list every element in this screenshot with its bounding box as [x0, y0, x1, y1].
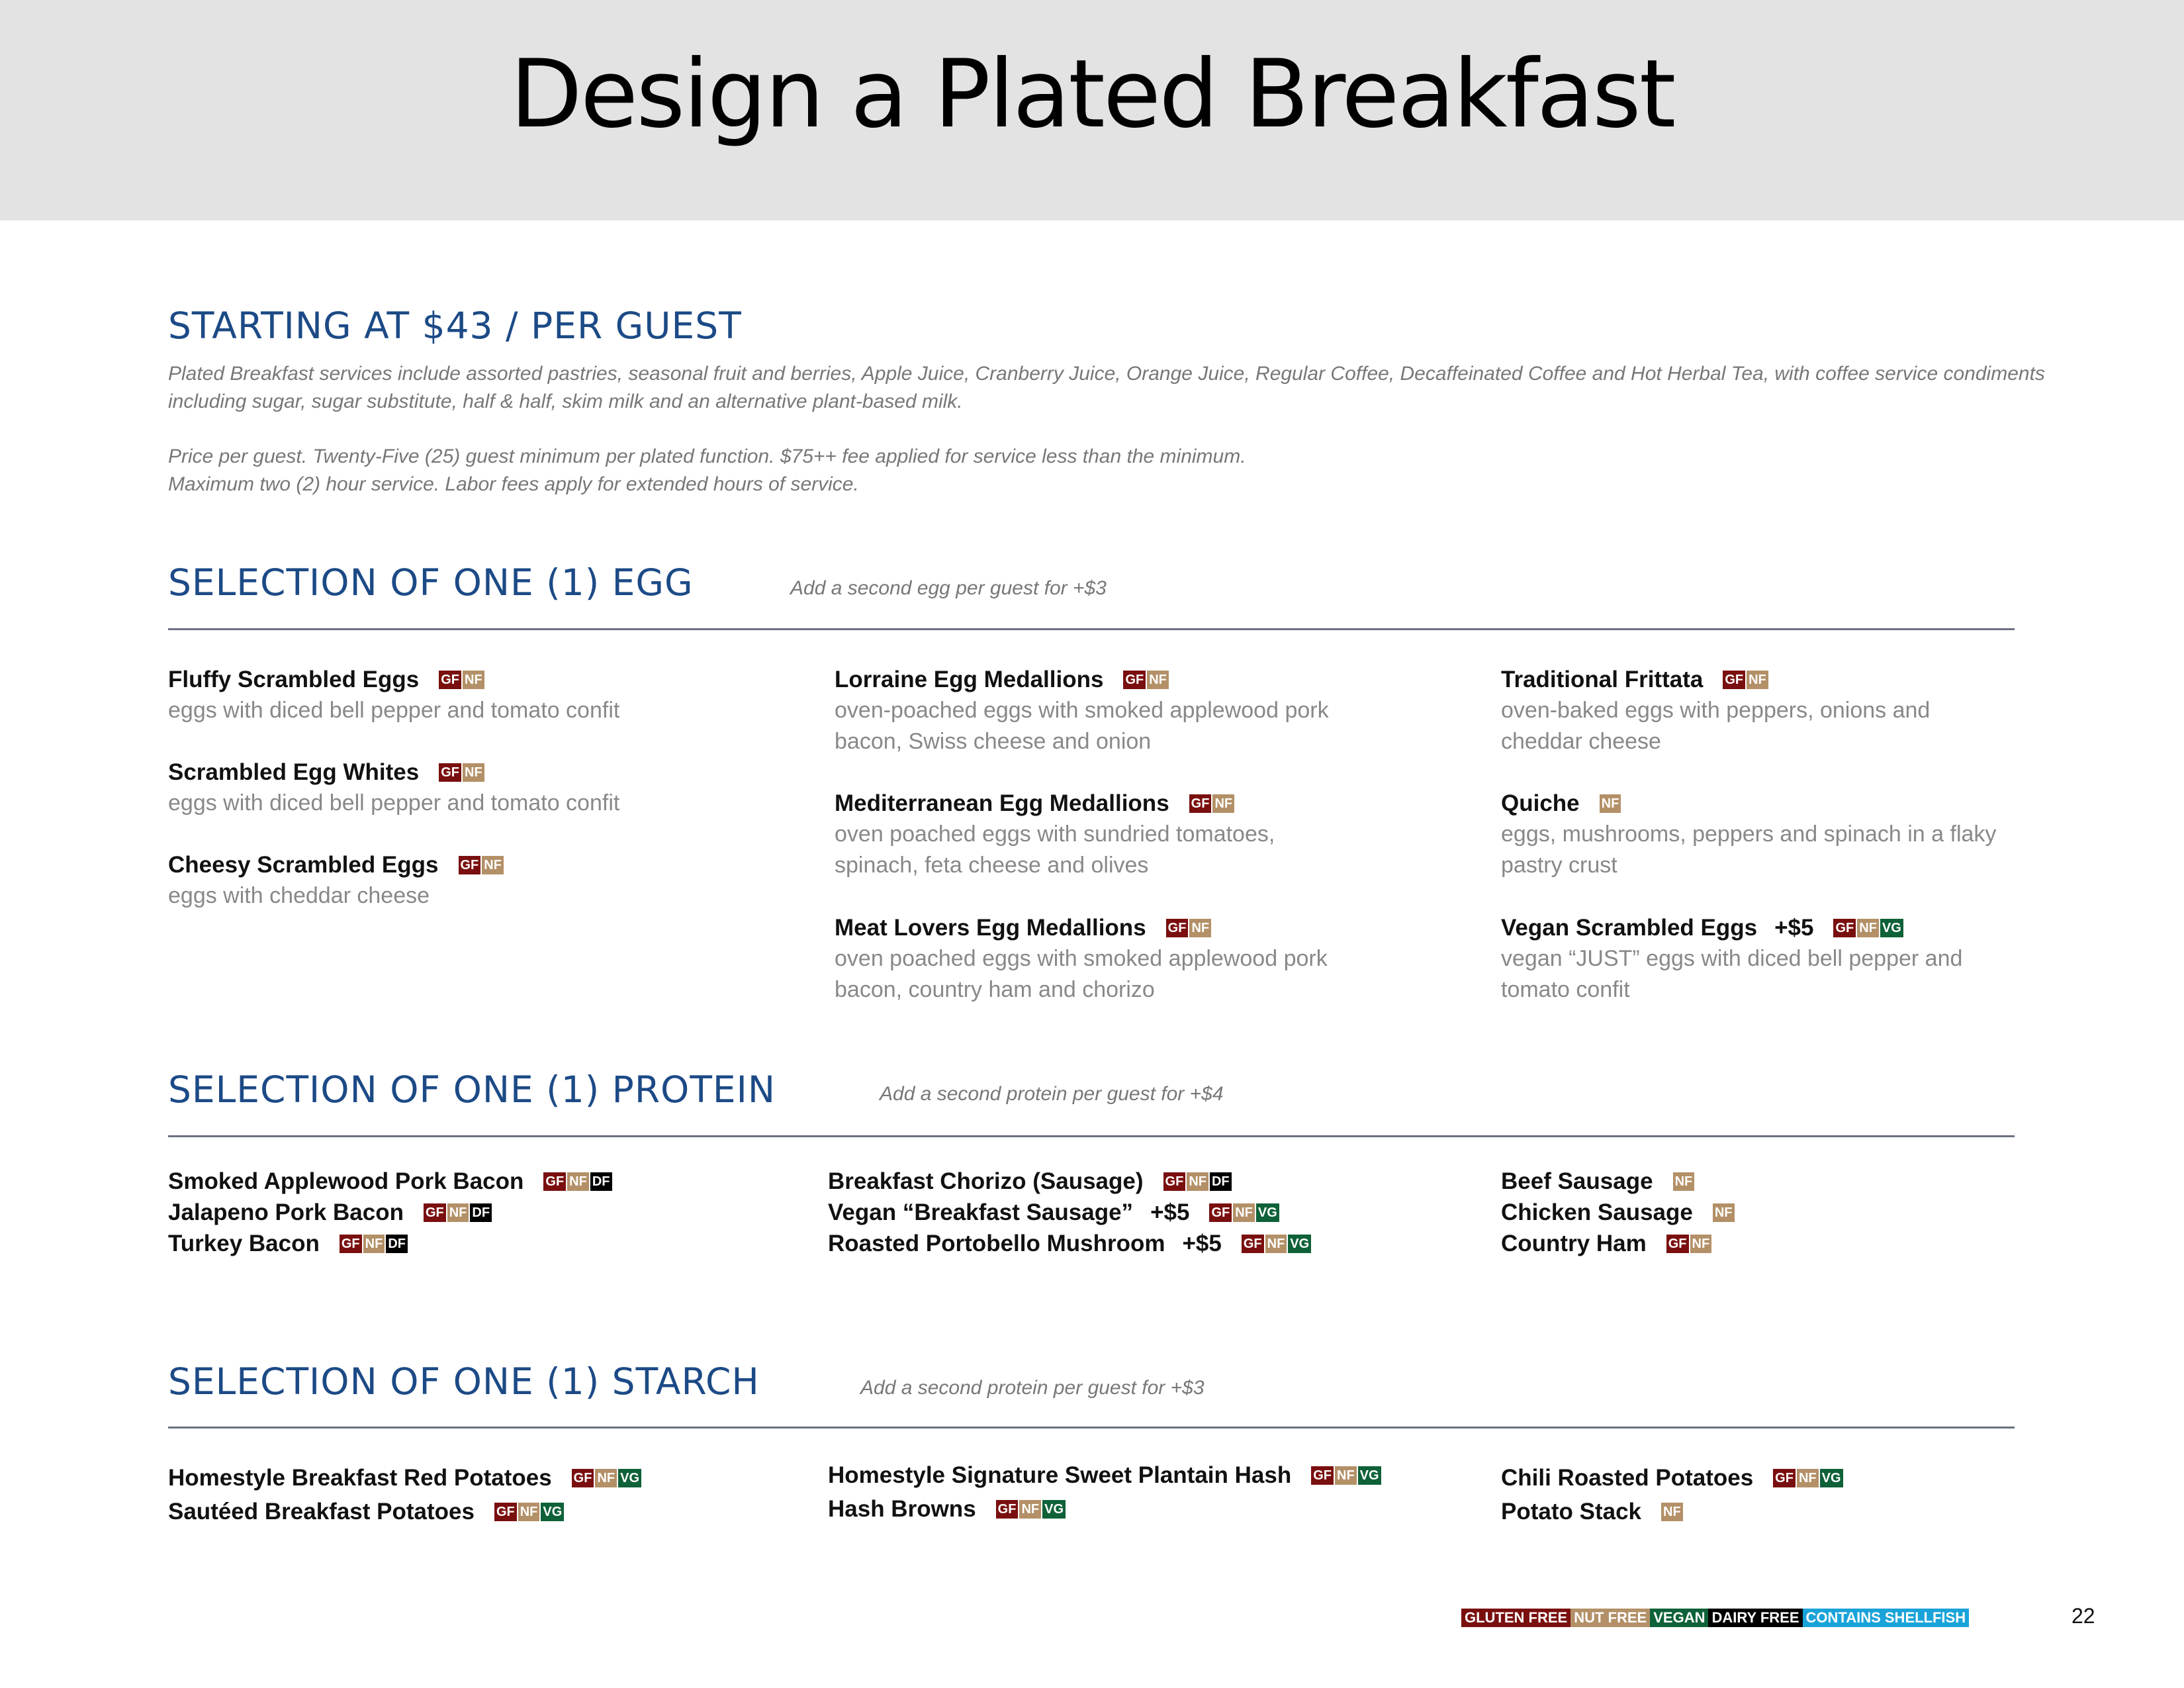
tag-vg: VG — [1288, 1235, 1311, 1253]
item-description: eggs, mushrooms, peppers and spinach in a flaky pastry crust — [1501, 821, 1997, 878]
tag-nf: NF — [1690, 1235, 1712, 1253]
item-description: oven-baked eggs with peppers, onions and cheddar cheese — [1501, 698, 1931, 754]
dietary-tags — [439, 671, 485, 689]
item-description: eggs with cheddar cheese — [168, 883, 430, 908]
tag-gf: GF — [1209, 1203, 1232, 1222]
dietary-tags — [572, 1469, 643, 1487]
dietary-tags — [1673, 1172, 1696, 1191]
dietary-tags — [1713, 1203, 1736, 1222]
tag-nf: NF — [447, 1203, 469, 1222]
dietary-legend — [1461, 1609, 1969, 1627]
item-name: Beef Sausage — [1501, 1168, 1653, 1194]
menu-item — [168, 665, 790, 726]
legend-contains-shellfish: CONTAINS SHELLFISH — [1803, 1609, 1970, 1627]
tag-nf: NF — [1265, 1235, 1287, 1253]
menu-item — [168, 1229, 409, 1259]
tag-gf: GF — [1123, 671, 1146, 689]
dietary-tags — [1209, 1203, 1280, 1222]
menu-item — [168, 757, 790, 819]
tag-vg: VG — [1042, 1500, 1066, 1519]
item-name: Quiche — [1501, 790, 1580, 816]
tag-gf: GF — [1833, 919, 1856, 937]
menu-item — [1501, 1166, 1696, 1197]
tag-nf: NF — [1147, 671, 1169, 689]
tag-gf: GF — [996, 1500, 1019, 1519]
menu-item — [828, 1494, 1067, 1524]
dietary-tags — [1661, 1503, 1684, 1521]
dietary-tags — [996, 1500, 1067, 1519]
tag-df: DF — [470, 1203, 492, 1222]
tag-nf: NF — [463, 671, 484, 689]
tag-gf: GF — [1163, 1172, 1186, 1191]
dietary-tags — [424, 1203, 493, 1222]
menu-item — [828, 1197, 1281, 1228]
tag-nf: NF — [1747, 671, 1768, 689]
dietary-tags — [1189, 794, 1236, 813]
tag-gf: GF — [572, 1469, 594, 1487]
dietary-tags — [1666, 1235, 1713, 1253]
tag-gf: GF — [424, 1203, 446, 1222]
item-name: Homestyle Breakfast Red Potatoes — [168, 1465, 552, 1491]
item-name: Jalapeno Pork Bacon — [168, 1199, 404, 1225]
item-name: Turkey Bacon — [168, 1231, 320, 1256]
tag-nf: NF — [595, 1469, 617, 1487]
menu-item — [168, 850, 790, 912]
tag-gf: GF — [439, 763, 461, 782]
item-name: Traditional Frittata — [1501, 667, 1704, 692]
item-price: +$5 — [1774, 915, 1814, 941]
item-price: +$5 — [1182, 1231, 1222, 1256]
dietary-tags — [1242, 1235, 1312, 1253]
dietary-tags — [1600, 794, 1623, 813]
dietary-tags — [340, 1235, 409, 1253]
menu-item — [168, 1197, 493, 1228]
legend-vegan: VEGAN — [1650, 1609, 1708, 1627]
tag-df: DF — [1210, 1172, 1232, 1191]
item-name: Country Ham — [1501, 1231, 1647, 1256]
intro-paragraph: Plated Breakfast services include assorted pastries, seasonal fruit and berries, Apple Juice, Cranberry Juice, Orange Juice, Regular Coffee, Decaffeinated Coffee and Hot Herbal Tea, with coffee service condiments including sugar, sugar substitute, half & half, skim milk and an alternative plant-based milk. — [168, 363, 2045, 412]
tag-vg: VG — [1820, 1469, 1843, 1487]
dietary-tags — [543, 1172, 613, 1191]
tag-gf: GF — [1723, 671, 1745, 689]
item-description: eggs with diced bell pepper and tomato confit — [168, 698, 620, 723]
tag-df: DF — [590, 1172, 612, 1191]
egg-section-divider — [168, 628, 2015, 630]
dietary-tags — [1723, 671, 1769, 689]
page-title: Design a Plated Breakfast — [510, 40, 1674, 149]
dietary-tags — [439, 763, 485, 782]
item-name: Potato Stack — [1501, 1499, 1641, 1524]
tag-nf: NF — [1661, 1503, 1683, 1521]
legend-dairy-free: DAIRY FREE — [1708, 1609, 1802, 1627]
tag-nf: NF — [1335, 1466, 1357, 1485]
tag-gf: GF — [1189, 794, 1212, 813]
dietary-tags — [1166, 919, 1212, 937]
tag-gf: GF — [439, 671, 461, 689]
starch-section-title: SELECTION OF ONE (1) STARCH — [168, 1360, 760, 1403]
protein-section-note: Add a second protein per guest for +$4 — [880, 1083, 1224, 1105]
item-price: +$5 — [1150, 1199, 1190, 1225]
item-name: Chili Roasted Potatoes — [1501, 1465, 1754, 1491]
tag-gf: GF — [1311, 1466, 1334, 1485]
tag-vg: VG — [618, 1469, 641, 1487]
price-terms-line-1: Price per guest. Twenty-Five (25) guest minimum per plated function. $75++ fee applied for service less than the minimum. — [168, 445, 1246, 467]
menu-item — [835, 913, 1338, 1006]
dietary-tags — [1833, 919, 1904, 937]
tag-nf: NF — [482, 856, 504, 874]
egg-section-note: Add a second egg per guest for +$3 — [790, 577, 1107, 599]
item-description: oven poached eggs with smoked applewood pork bacon, country ham and chorizo — [835, 946, 1328, 1002]
tag-gf: GF — [543, 1172, 566, 1191]
tag-nf: NF — [363, 1235, 385, 1253]
tag-gf: GF — [1166, 919, 1189, 937]
tag-nf: NF — [1233, 1203, 1255, 1222]
menu-item — [828, 1166, 1233, 1197]
dietary-tags — [1163, 1172, 1233, 1191]
menu-item — [835, 665, 1338, 757]
tag-gf: GF — [459, 856, 481, 874]
tag-nf: NF — [1212, 794, 1234, 813]
tag-gf: GF — [1666, 1235, 1689, 1253]
menu-item — [168, 1497, 565, 1527]
tag-gf: GF — [494, 1503, 517, 1521]
item-name: Breakfast Chorizo (Sausage) — [828, 1168, 1144, 1194]
dietary-tags — [1123, 671, 1169, 689]
tag-nf: NF — [1189, 919, 1211, 937]
item-name: Meat Lovers Egg Medallions — [835, 915, 1146, 941]
tag-gf: GF — [1773, 1469, 1796, 1487]
item-description: oven poached eggs with sundried tomatoes, spinach, feta cheese and olives — [835, 821, 1275, 878]
item-name: Sautéed Breakfast Potatoes — [168, 1499, 475, 1524]
legend-gluten-free: GLUTEN FREE — [1461, 1609, 1570, 1627]
tag-nf: NF — [1019, 1500, 1041, 1519]
egg-section-title: SELECTION OF ONE (1) EGG — [168, 561, 694, 604]
menu-item — [828, 1229, 1312, 1259]
item-name: Cheesy Scrambled Eggs — [168, 852, 439, 878]
menu-item — [828, 1460, 1383, 1491]
item-name: Homestyle Signature Sweet Plantain Hash — [828, 1462, 1292, 1488]
menu-item — [168, 1463, 643, 1493]
menu-item — [1501, 665, 2004, 757]
item-name: Scrambled Egg Whites — [168, 759, 420, 785]
tag-gf: GF — [340, 1235, 362, 1253]
menu-item — [1501, 913, 2004, 1006]
item-description: oven-poached eggs with smoked applewood pork bacon, Swiss cheese and onion — [835, 698, 1329, 754]
page-number: 22 — [2071, 1604, 2095, 1628]
starch-section-note: Add a second protein per guest for +$3 — [860, 1377, 1205, 1399]
dietary-tags — [459, 856, 505, 874]
starting-price-heading: STARTING AT $43 / PER GUEST — [168, 305, 742, 347]
menu-item — [1501, 1463, 1844, 1493]
tag-nf: NF — [1857, 919, 1879, 937]
tag-nf: NF — [1713, 1203, 1735, 1222]
item-name: Mediterranean Egg Medallions — [835, 790, 1169, 816]
item-description: vegan “JUST” eggs with diced bell pepper and tomato confit — [1501, 946, 1963, 1002]
menu-item — [168, 1166, 614, 1197]
price-terms-line-2: Maximum two (2) hour service. Labor fees apply for extended hours of service. — [168, 473, 859, 495]
tag-nf: NF — [1187, 1172, 1208, 1191]
menu-item — [1501, 788, 2004, 881]
dietary-tags — [1773, 1469, 1844, 1487]
protein-section-divider — [168, 1135, 2015, 1137]
menu-item — [835, 788, 1338, 881]
legend-nut-free: NUT FREE — [1570, 1609, 1650, 1627]
tag-nf: NF — [518, 1503, 540, 1521]
item-name: Vegan “Breakfast Sausage” — [828, 1199, 1134, 1225]
item-name: Vegan Scrambled Eggs — [1501, 915, 1758, 941]
menu-item — [1501, 1197, 1736, 1228]
tag-nf: NF — [1600, 794, 1621, 813]
item-name: Chicken Sausage — [1501, 1199, 1693, 1225]
starch-section-divider — [168, 1427, 2015, 1429]
tag-nf: NF — [567, 1172, 589, 1191]
item-name: Roasted Portobello Mushroom — [828, 1231, 1165, 1256]
page-header — [0, 0, 2184, 220]
menu-item — [1501, 1497, 1684, 1527]
tag-df: DF — [386, 1235, 408, 1253]
dietary-tags — [1311, 1466, 1382, 1485]
tag-nf: NF — [463, 763, 484, 782]
tag-vg: VG — [1256, 1203, 1279, 1222]
tag-nf: NF — [1797, 1469, 1819, 1487]
dietary-tags — [494, 1503, 565, 1521]
item-name: Lorraine Egg Medallions — [835, 667, 1104, 692]
tag-vg: VG — [1358, 1466, 1381, 1485]
item-description: eggs with diced bell pepper and tomato confit — [168, 790, 620, 816]
protein-section-title: SELECTION OF ONE (1) PROTEIN — [168, 1068, 776, 1111]
tag-vg: VG — [1880, 919, 1903, 937]
tag-nf: NF — [1673, 1172, 1695, 1191]
item-name: Fluffy Scrambled Eggs — [168, 667, 420, 692]
tag-vg: VG — [541, 1503, 564, 1521]
tag-gf: GF — [1242, 1235, 1264, 1253]
item-name: Hash Browns — [828, 1496, 976, 1522]
menu-item — [1501, 1229, 1713, 1259]
item-name: Smoked Applewood Pork Bacon — [168, 1168, 524, 1194]
